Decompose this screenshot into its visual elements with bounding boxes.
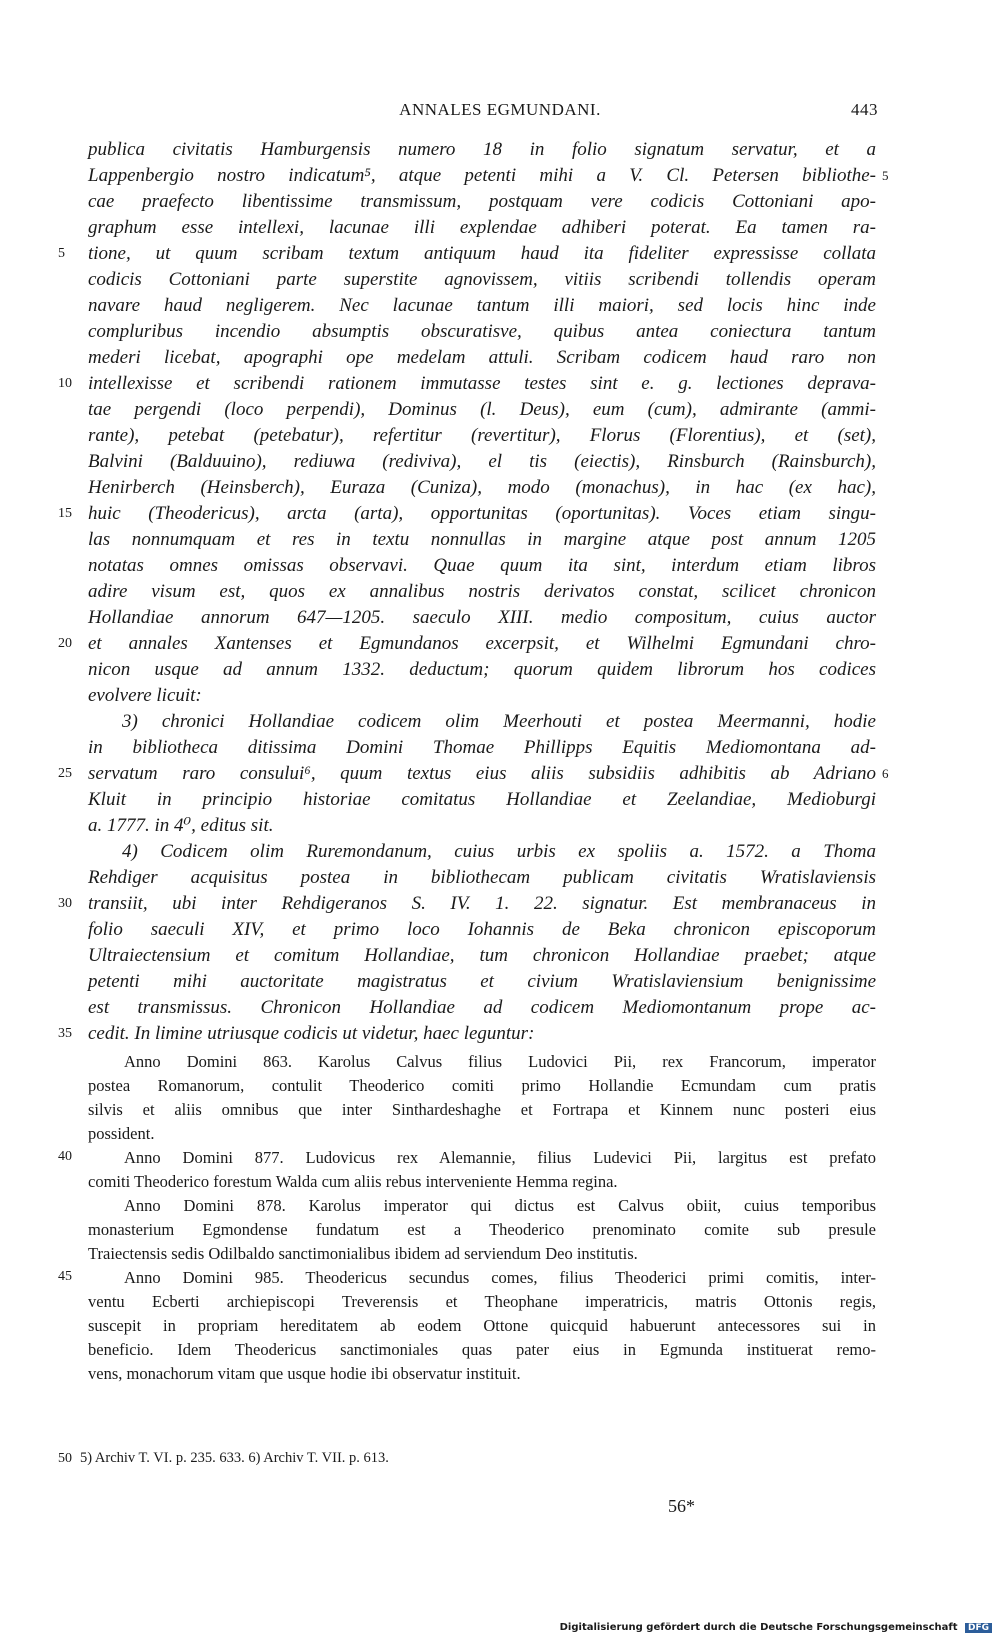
- text-line: Henirberch (Heinsberch), Euraza (Cuniza), modo (monachus), in hac (ex hac),: [88, 477, 876, 498]
- text-line: tae pergendi (loco perpendi), Dominus (l. Deus), eum (cum), admirante (ammi-: [88, 399, 876, 420]
- quote-line: beneficio. Idem Theodericus sanctimoniales quas pater eius in Egmunda instituerat remo-: [88, 1340, 876, 1359]
- text-line: notatas omnes omissas observavi. Quae quum ita sint, interdum etiam libros: [88, 555, 876, 576]
- text-line: cedit. In limine utriusque codicis ut videtur, haec leguntur:: [88, 1023, 535, 1044]
- text-line: las nonnumquam et res in textu nonnullas in margine atque post annum 1205: [88, 529, 876, 550]
- text-line: adire visum est, quos ex annalibus nostris derivatos constat, scilicet chronicon: [88, 581, 876, 602]
- quote-line: ventu Ecberti archiepiscopi Treverensis et Theophane imperatricis, matris Ottonis regis,: [88, 1292, 876, 1311]
- quote-line: monasterium Egmondense fundatum est a Theoderico prenominato comite sub presule: [88, 1220, 876, 1239]
- margin-note-number: 5: [882, 168, 889, 183]
- text-line: rante), petebat (petebatur), refertitur (revertitur), Florus (Florentius), et (set),: [88, 425, 876, 446]
- text-line: 4) Codicem olim Ruremondanum, cuius urbis ex spoliis a. 1572. a Thoma: [122, 841, 876, 862]
- line-number: 10: [58, 376, 72, 391]
- line-number: 25: [58, 766, 72, 781]
- line-number: 35: [58, 1026, 72, 1041]
- text-line: petenti mihi auctoritate magistratus et civium Wratislaviensium benignissime: [88, 971, 876, 992]
- text-line: tione, ut quum scribam textum antiquum haud ita fideliter expressisse collata: [88, 243, 876, 264]
- text-line: a. 1777. in 4⁰, editus sit.: [88, 815, 274, 836]
- quote-line: Anno Domini 877. Ludovicus rex Alemannie, filius Ludevici Pii, largitus est prefato: [124, 1148, 876, 1167]
- page-number: 443: [851, 100, 878, 119]
- line-number: 20: [58, 636, 72, 651]
- quote-line: Anno Domini 985. Theodericus secundus comes, filius Theoderici primi comitis, inter-: [124, 1268, 876, 1287]
- quote-line: suscepit in propriam hereditatem ab eodem Ottone quicquid habuerunt antecessores sui in: [88, 1316, 876, 1335]
- text-line: Ultraiectensium et comitum Hollandiae, tum chronicon Hollandiae praebet; atque: [88, 945, 876, 966]
- quote-line: Anno Domini 863. Karolus Calvus filius Ludovici Pii, rex Francorum, imperator: [124, 1052, 876, 1071]
- quote-line: Traiectensis sedis Odilbaldo sanctimonialibus ibidem ad serviendum Deo institutis.: [88, 1244, 638, 1263]
- text-line: cae praefecto libentissime transmissum, postquam vere codicis Cottoniani apo-: [88, 191, 876, 212]
- text-line: Rehdiger acquisitus postea in bibliothecam publicam civitatis Wratislaviensis: [88, 867, 876, 888]
- text-line: graphum esse intellexi, lacunae illi explendae adhiberi poterat. Ea tamen ra-: [88, 217, 876, 238]
- text-line: publica civitatis Hamburgensis numero 18 in folio signatum servatur, et a: [88, 139, 876, 160]
- text-line: est transmissus. Chronicon Hollandiae ad codicem Mediomontanum prope ac-: [88, 997, 876, 1018]
- text-line: Kluit in principio historiae comitatus Hollandiae et Zeelandiae, Medioburgi: [88, 789, 876, 810]
- text-line: folio saeculi XIV, et primo loco Iohannis de Beka chronicon episcoporum: [88, 919, 876, 940]
- quote-line: postea Romanorum, contulit Theoderico comiti primo Hollandie Ecmundam cum pratis: [88, 1076, 876, 1095]
- text-line: in bibliotheca ditissima Domini Thomae Phillipps Equitis Mediomontana ad-: [88, 737, 876, 758]
- text-line: Hollandiae annorum 647—1205. saeculo XIII. medio compositum, cuius auctor: [88, 607, 876, 628]
- text-line: Lappenbergio nostro indicatum⁵, atque petenti mihi a V. Cl. Petersen bibliothe-: [88, 165, 876, 186]
- text-line: et annales Xantenses et Egmundanos excerpsit, et Wilhelmi Egmundani chro-: [88, 633, 876, 654]
- text-line: nicon usque ad annum 1332. deductum; quorum quidem librorum hos codices: [88, 659, 876, 680]
- digitization-notice-text: Digitalisierung gefördert durch die Deutsche Forschungsgemeinschaft: [559, 1622, 958, 1633]
- quote-line: vens, monachorum vitam que usque hodie ibi observatur instituit.: [88, 1364, 521, 1383]
- quote-line: possident.: [88, 1124, 155, 1143]
- line-number: 40: [58, 1149, 72, 1164]
- text-line: navare haud negligerem. Nec lacunae tantum illi maiori, sed locis hinc inde: [88, 295, 876, 316]
- quote-line: silvis et aliis omnibus que inter Sinthardeshaghe et Fortrapa et Kinnem nunc posteri eius: [88, 1100, 876, 1119]
- footnotes: 5) Archiv T. VI. p. 235. 633. 6) Archiv T. VII. p. 613.: [80, 1450, 389, 1466]
- text-line: servatum raro consului⁶, quum textus eius aliis subsidiis adhibitis ab Adriano: [88, 763, 876, 784]
- quote-line: Anno Domini 878. Karolus imperator qui dictus est Calvus obiit, cuius temporibus: [124, 1196, 876, 1215]
- text-line: huic (Theodericus), arcta (arta), opportunitas (oportunitas). Voces etiam singu-: [88, 503, 876, 524]
- text-line: mederi licebat, apographi ope medelam attuli. Scribam codicem haud raro non: [88, 347, 876, 368]
- line-number: 30: [58, 896, 72, 911]
- text-line: transiit, ubi inter Rehdigeranos S. IV. 1. 22. signatur. Est membranaceus in: [88, 893, 876, 914]
- margin-note-number: 6: [882, 766, 889, 781]
- line-number: 15: [58, 506, 72, 521]
- line-number: 5: [58, 246, 65, 261]
- line-number: 50: [58, 1451, 72, 1466]
- digitization-notice: [560, 1622, 992, 1633]
- text-line: compluribus incendio absumptis obscuratisve, quibus antea coniectura tantum: [88, 321, 876, 342]
- text-line: evolvere licuit:: [88, 685, 202, 706]
- text-line: 3) chronici Hollandiae codicem olim Meerhouti et postea Meermanni, hodie: [122, 711, 876, 732]
- signature-mark: 56*: [668, 1496, 695, 1516]
- line-number: 45: [58, 1269, 72, 1284]
- quote-line: comiti Theoderico forestum Walda cum aliis rebus interveniente Hemma regina.: [88, 1172, 618, 1191]
- text-line: Balvini (Balduuino), rediuwa (rediviva), el tis (eiectis), Rinsburch (Rainsburch),: [88, 451, 876, 472]
- running-title: ANNALES EGMUNDANI.: [399, 100, 601, 119]
- text-line: codicis Cottoniani parte superstite agnovissem, vitiis scribendi tollendis operam: [88, 269, 876, 290]
- text-line: intellexisse et scribendi rationem immutasse testes sint e. g. lectiones deprava-: [88, 373, 876, 394]
- dfg-logo: DFG: [965, 1623, 992, 1633]
